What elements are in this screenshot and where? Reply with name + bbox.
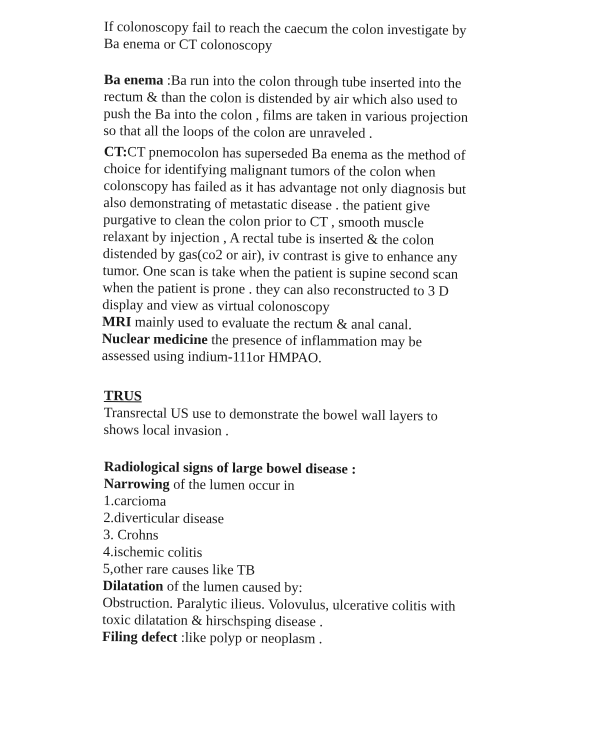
intro-paragraph: [104, 19, 496, 57]
nuclear-text-1: the presence of inflammation may be: [207, 332, 423, 351]
ct-line-8: tumor. One scan is take when the patient is supine second scan: [102, 262, 459, 283]
nuclear-line-2: assessed using indium-111or HMPAO.: [101, 347, 322, 367]
ba-enema-text-1: :Ba run into the colon through tube inserted into the: [163, 72, 462, 92]
signs-title: Radiological signs of large bowel disease :: [103, 459, 357, 478]
ba-enema-line-3: push the Ba into the colon , films are taken in various projection: [103, 105, 469, 126]
cause-item: 5,other rare causes like TB: [102, 560, 256, 579]
narrowing-text: of the lumen occur in: [169, 476, 295, 494]
ba-enema-title: Ba enema: [103, 72, 164, 89]
ct-line-4: also demonstrating of metastatic disease . the patient give: [103, 194, 431, 215]
ct-line-2: choice for identifying malignant tumors of the colon when: [103, 160, 436, 181]
ct-line-10: display and view as virtual colonoscopy: [102, 296, 330, 316]
filing-title: Filing defect: [102, 628, 178, 646]
narrowing-title: Narrowing: [103, 475, 170, 493]
dilatation-text: of the lumen caused by:: [163, 578, 303, 597]
ba-enema-paragraph: [103, 72, 496, 144]
mri-title: MRI: [102, 313, 132, 331]
cause-item: 3. Crohns: [103, 526, 159, 544]
cause-item: 4.ischemic colitis: [102, 543, 203, 562]
ct-text-1: CT pnemocolon has superseded Ba enema as the method of: [127, 144, 466, 164]
cause-item: 1.carcioma: [103, 492, 167, 510]
dilatation-line-1: Obstruction. Paralytic ilieus. Volovulus, ulcerative colitis with: [102, 594, 456, 615]
dilatation-line-2: toxic dilatation & hirschsping disease .: [102, 611, 324, 631]
trus-line-2: shows local invasion .: [103, 421, 229, 440]
ct-line-7: distended by gas(co2 or air), iv contrast is give to enhance any: [102, 245, 458, 266]
filing-line: [102, 629, 494, 650]
mri-text: mainly used to evaluate the rectum & anal canal.: [131, 314, 412, 334]
ct-paragraph: [102, 144, 496, 369]
dilatation-title: Dilatation: [102, 577, 164, 595]
ba-enema-line-4: so that all the loops of the colon are unraveled .: [103, 122, 373, 142]
ct-line-5: purgative to clean the colon prior to CT , smooth muscle: [103, 211, 424, 232]
trus-paragraph: [103, 388, 496, 443]
intro-line-2: Ba enema or CT colonoscopy: [103, 35, 273, 54]
ba-enema-line-2: rectum & than the colon is distended by air which also used to: [103, 88, 458, 109]
nuclear-title: Nuclear medicine: [101, 330, 208, 349]
filing-text: :like polyp or neoplasm .: [177, 629, 323, 648]
ct-line-3: colonscopy has failed as it has advantage not only diagnosis but: [103, 177, 467, 198]
trus-title: TRUS: [103, 388, 142, 405]
ct-line-6: relaxant by injection , A rectal tube is inserted & the colon: [102, 228, 435, 249]
ct-line-9: when the patient is prone . they can also reconstructed to 3 D: [102, 279, 449, 300]
cause-item: 2.diverticular disease: [103, 509, 225, 528]
ct-title: CT:: [103, 144, 128, 161]
intro-line-1: If colonoscopy fail to reach the caecum the colon investigate by: [103, 19, 467, 39]
trus-line-1: Transrectal US use to demonstrate the bowel wall layers to: [103, 404, 438, 425]
signs-paragraph: [102, 459, 496, 650]
